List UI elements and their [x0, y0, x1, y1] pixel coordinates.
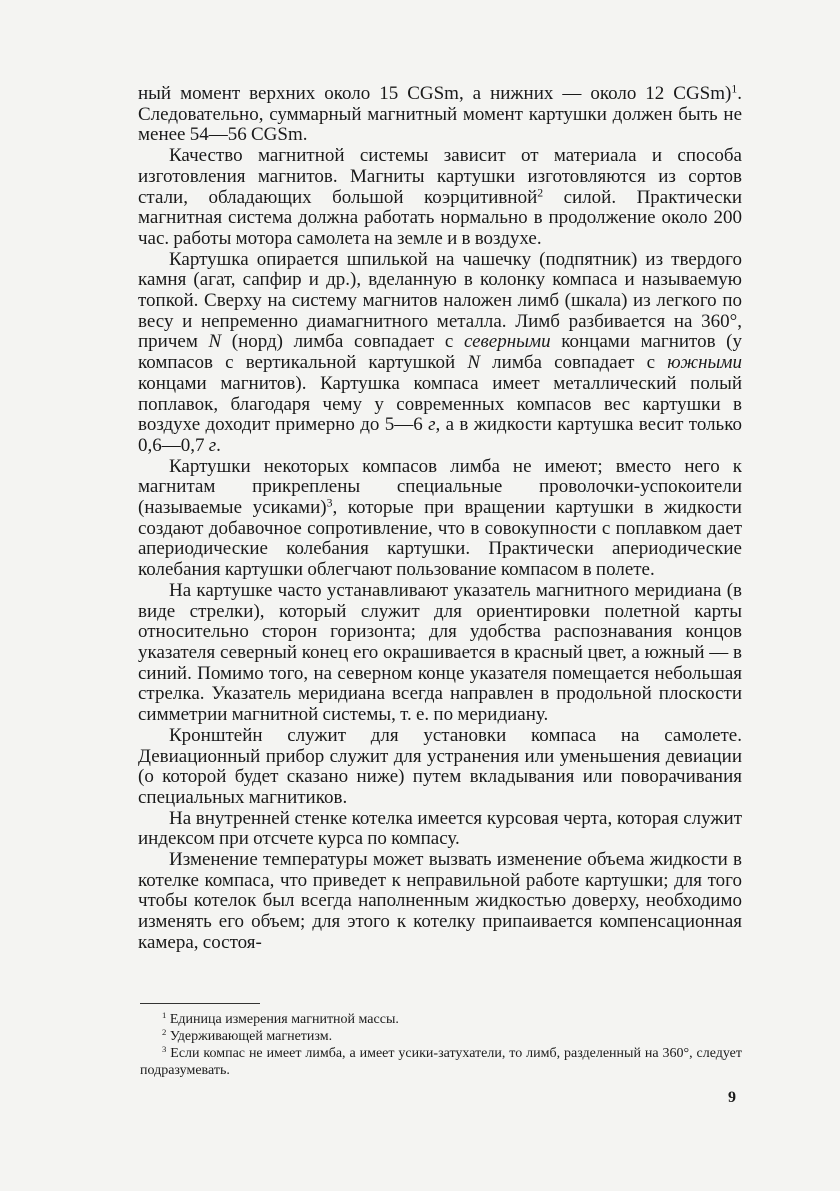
footnote [140, 1028, 742, 1045]
footnote-mark: 1 [162, 1010, 167, 1021]
paragraph [138, 809, 742, 850]
italic-text: N [467, 352, 481, 374]
footnote-text: Если компас не имеет лимба, а имеет усики-затухатели, то лимб, разделенный на 360°, следует подразумевать. [140, 1046, 742, 1078]
italic-text: южными [667, 352, 742, 374]
text-run: силой. Практически магнитная система должна работать нормально в продолжение около 200 час. работы мотора самолета на земле и в воздухе. [138, 186, 742, 249]
text-run: ный момент верхних около 15 CGSm, а нижних — около 12 CGSm) [138, 83, 732, 104]
footnote [140, 1011, 742, 1028]
text-run: Качество магнитной системы зависит от материала и способа изготовления магнитов. Магниты картушки изготовляются из сортов стали, обладающих большой коэрцитивной [138, 145, 742, 208]
footnotes [140, 1011, 742, 1079]
text-run: (норд) лимба совпадает с [221, 331, 464, 353]
main-text [138, 84, 742, 954]
text-run: На внутренней стенке котелка имеется курсовая черта, которая служит индексом при отсчете курса по компасу. [138, 807, 742, 850]
text-run: , а в жидкости картушка весит только 0,6—0,7 [138, 414, 742, 456]
paragraph [138, 726, 742, 809]
paragraph [138, 850, 742, 954]
paragraph [138, 250, 742, 457]
text-run: Картушки некоторых компасов лимба не имеют; вместо него к магнитам прикреплены специальные проволочки-успокоители (называемые усиками) [138, 455, 742, 519]
text-run: . [216, 434, 221, 456]
footnote-mark: 2 [162, 1027, 167, 1038]
paragraph [138, 84, 742, 146]
text-run: концами магнитов (у компасов с вертикальной картушкой [138, 331, 742, 374]
italic-text: г [208, 434, 217, 456]
footnote-separator [140, 1003, 260, 1004]
footnote [140, 1045, 742, 1079]
footnote-mark: 3 [162, 1044, 167, 1055]
italic-text: г [428, 414, 436, 436]
paragraph [138, 146, 742, 250]
text-run: лимба совпадает с [480, 352, 668, 374]
paragraph [138, 457, 742, 581]
text-run: концами магнитов). Картушка компаса имеет металлический полый поплавок, благодаря чему у современных компасов вес картушки в воздухе доходит примерно до 5—6 [138, 372, 742, 436]
text-run: Кронштейн служит для установки компаса на самолете. Девиационный прибор служит для устранения или уменьшения девиации (о которой будет сказано ниже) путем вкладывания или поворачивания специальных магнитиков. [138, 724, 742, 808]
italic-text: N [208, 331, 222, 353]
text-run: На картушке часто устанавливают указатель магнитного меридиана (в виде стрелки), который служит для ориентировки полетной карты относительно сторон горизонта; для удобства распознавания концов указателя северный конец его окрашивается в красный цвет, а южный — в синий. Помимо того, на северном конце указателя помещается небольшая стрелка. Указатель меридиана всегда направлен в продольной плоскости симметрии магнитной системы, т. е. по меридиану. [138, 579, 742, 726]
footnote-text: Единица измерения магнитной массы. [166, 1012, 399, 1027]
footnote-reference: 2 [537, 186, 544, 200]
text-run: . Следовательно, суммарный магнитный момент картушки должен быть не менее 54—56 CGSm. [138, 83, 742, 146]
text-run: Изменение температуры может вызвать изменение объема жидкости в котелке компаса, что приведет к неправильной работе картушки; для того чтобы котелок был всегда наполненным жидкостью доверху, необходимо изменять его объем; для этого к котелку припаивается компенсационная камера, состоя- [138, 849, 742, 953]
page-number: 9 [728, 1089, 736, 1106]
paragraph [138, 581, 742, 726]
footnote-reference: 1 [731, 82, 738, 96]
footnote-reference: 3 [326, 496, 333, 510]
footnote-text: Удерживающей магнетизм. [166, 1029, 333, 1044]
text-run: Картушка опирается шпилькой на чашечку (подпятник) из твердого камня (агат, сапфир и др.), вделанную в колонку компаса и называемую топкой. Сверху на систему магнитов наложен лимб (шкала) из легкого по весу и непременно диамагнитного металла. Лимб разбивается на 360°, причем [138, 248, 742, 353]
text-run: , которые при вращении картушки в жидкости создают добавочное сопротивление, что в совокупности с поплавком дает апериодические колебания картушки. Практически апериодические колебания картушки облегчают пользование компасом в полете. [138, 497, 742, 581]
italic-text: северными [463, 331, 551, 353]
